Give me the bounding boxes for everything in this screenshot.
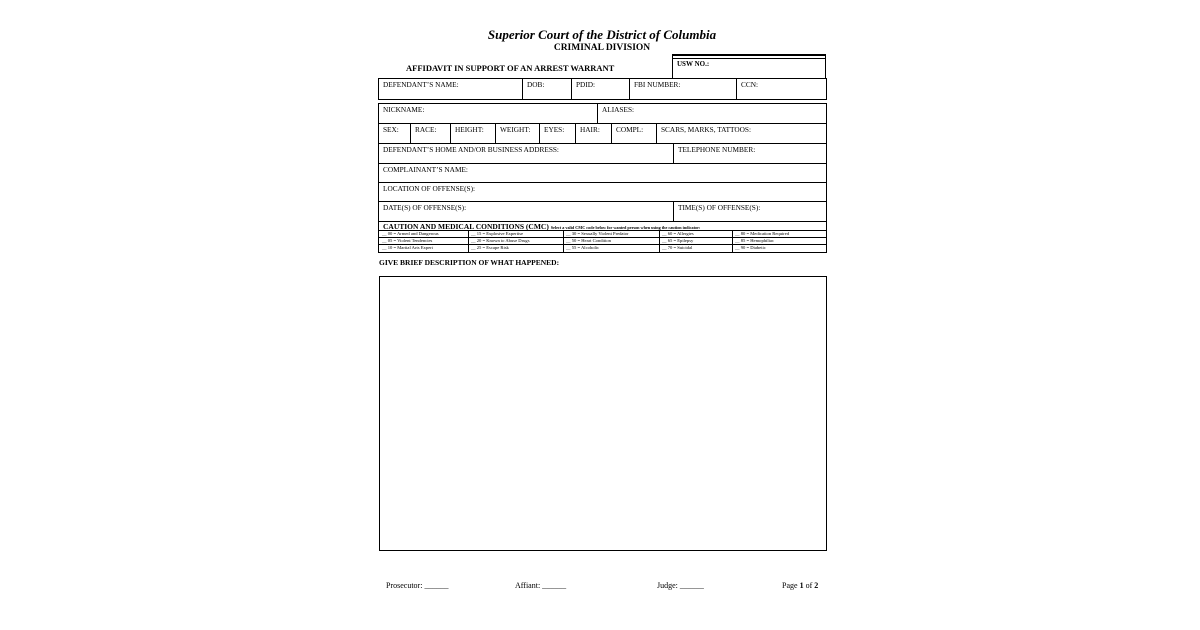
eyes-field[interactable] <box>539 124 575 143</box>
cmc-code-55[interactable]: __ 55 = Alcoholic <box>566 244 600 250</box>
divider <box>732 230 733 252</box>
page-prefix: Page <box>782 581 798 590</box>
cmc-code-20[interactable]: __ 20 = Known to Abuse Drugs <box>471 237 530 243</box>
nickname-field[interactable] <box>379 104 597 123</box>
weight-label: WEIGHT: <box>500 125 531 134</box>
table-row <box>379 183 826 202</box>
affiant-initials[interactable]: Affiant: ______ <box>515 581 567 590</box>
usw-box <box>672 54 826 78</box>
cmc-code-80[interactable]: __ 80 = Medication Required <box>735 230 790 236</box>
page-total: 2 <box>814 581 819 590</box>
description-textarea[interactable] <box>379 276 827 551</box>
telephone-field[interactable] <box>673 144 826 163</box>
divider <box>563 230 564 252</box>
defendant-id-table <box>378 78 827 100</box>
usw-label: USW NO.: <box>677 60 710 68</box>
cmc-code-90[interactable]: __ 90 = Diabetic <box>735 244 766 250</box>
telephone-label: TELEPHONE NUMBER: <box>678 145 756 154</box>
scars-marks-tattoos-field[interactable] <box>656 124 826 143</box>
nickname-label: NICKNAME: <box>383 105 425 114</box>
prosecutor-initials[interactable]: Prosecutor: ______ <box>386 581 449 590</box>
location-field[interactable] <box>379 183 826 201</box>
height-label: HEIGHT: <box>455 125 484 134</box>
cmc-code-50[interactable]: __ 50 = Heart Condition <box>566 237 611 243</box>
page-number: 1 <box>799 581 804 590</box>
cmc-code-30[interactable]: __ 30 = Sexually Violent Predator <box>566 230 629 236</box>
defendant-name-label: DEFENDANT’S NAME: <box>383 80 459 89</box>
scars-marks-tattoos-label: SCARS, MARKS, TATTOOS: <box>661 125 751 134</box>
table-row <box>379 164 826 183</box>
defendant-details-table <box>378 103 827 222</box>
cmc-code-15[interactable]: __ 15 = Explosive Expertise <box>471 230 524 236</box>
page-of: of <box>805 581 813 590</box>
location-label: LOCATION OF OFFENSE(S): <box>383 184 476 193</box>
table-row <box>379 104 826 124</box>
ccn-label: CCN: <box>741 80 759 89</box>
height-field[interactable] <box>450 124 495 143</box>
fbi-number-label: FBI NUMBER: <box>634 80 681 89</box>
description-label: GIVE BRIEF DESCRIPTION OF WHAT HAPPENED: <box>379 258 560 267</box>
complexion-field[interactable] <box>611 124 656 143</box>
sex-field[interactable] <box>379 124 410 143</box>
cmc-instruction: Select a valid CMC code below for wanted person when using the caution indicator: <box>550 225 701 230</box>
sex-label: SEX: <box>383 125 399 134</box>
hair-label: HAIR: <box>580 125 600 134</box>
complainant-label: COMPLAINANT’S NAME: <box>383 165 468 174</box>
cmc-code-65[interactable]: __ 65 = Epilepsy <box>662 237 694 243</box>
court-title: Superior Court of the District of Columbia <box>487 27 717 42</box>
address-label: DEFENDANT’S HOME AND/OR BUSINESS ADDRESS: <box>383 145 559 154</box>
race-field[interactable] <box>410 124 450 143</box>
dob-label: DOB: <box>527 80 545 89</box>
cmc-code-60[interactable]: __ 60 = Allergies <box>662 230 694 236</box>
times-field[interactable] <box>673 202 826 221</box>
times-label: TIME(S) OF OFFENSE(S): <box>678 203 761 212</box>
judge-initials[interactable]: Judge: ______ <box>657 581 704 590</box>
eyes-label: EYES: <box>544 125 565 134</box>
pdid-field[interactable] <box>571 79 629 99</box>
defendant-name-field[interactable] <box>379 79 522 99</box>
complainant-field[interactable] <box>379 164 826 182</box>
page-indicator <box>782 581 818 590</box>
aliases-field[interactable] <box>597 104 826 123</box>
division-title: CRIMINAL DIVISION <box>553 43 651 53</box>
table-row <box>379 144 826 164</box>
usw-rule <box>673 58 825 59</box>
cmc-code-05[interactable]: __ 05 = Violent Tendencies <box>382 237 433 243</box>
dob-field[interactable] <box>522 79 571 99</box>
form-title: AFFIDAVIT IN SUPPORT OF AN ARREST WARRANT <box>406 63 615 73</box>
table-row <box>379 202 826 221</box>
divider <box>659 230 660 252</box>
pdid-label: PDID: <box>576 80 596 89</box>
race-label: RACE: <box>415 125 437 134</box>
cmc-code-85[interactable]: __ 85 = Hemophiliac <box>735 237 774 243</box>
cmc-code-25[interactable]: __ 25 = Escape Risk <box>471 244 509 250</box>
cmc-title: CAUTION AND MEDICAL CONDITIONS (CMC) <box>383 222 549 231</box>
cmc-section <box>378 221 827 253</box>
fbi-number-field[interactable] <box>629 79 736 99</box>
cmc-code-10[interactable]: __ 10 = Martial Arts Expert <box>382 244 433 250</box>
dates-field[interactable] <box>379 202 673 221</box>
cmc-code-70[interactable]: __ 70 = Suicidal <box>662 244 693 250</box>
table-row <box>379 79 826 99</box>
aliases-label: ALIASES: <box>602 105 635 114</box>
complexion-label: COMPL: <box>616 125 644 134</box>
dates-label: DATE(S) OF OFFENSE(S): <box>383 203 467 212</box>
cmc-code-00[interactable]: __ 00 = Armed and Dangerous <box>382 230 439 236</box>
address-field[interactable] <box>379 144 673 163</box>
divider <box>468 230 469 252</box>
ccn-field[interactable] <box>736 79 826 99</box>
hair-field[interactable] <box>575 124 611 143</box>
table-row <box>379 124 826 144</box>
weight-field[interactable] <box>495 124 539 143</box>
